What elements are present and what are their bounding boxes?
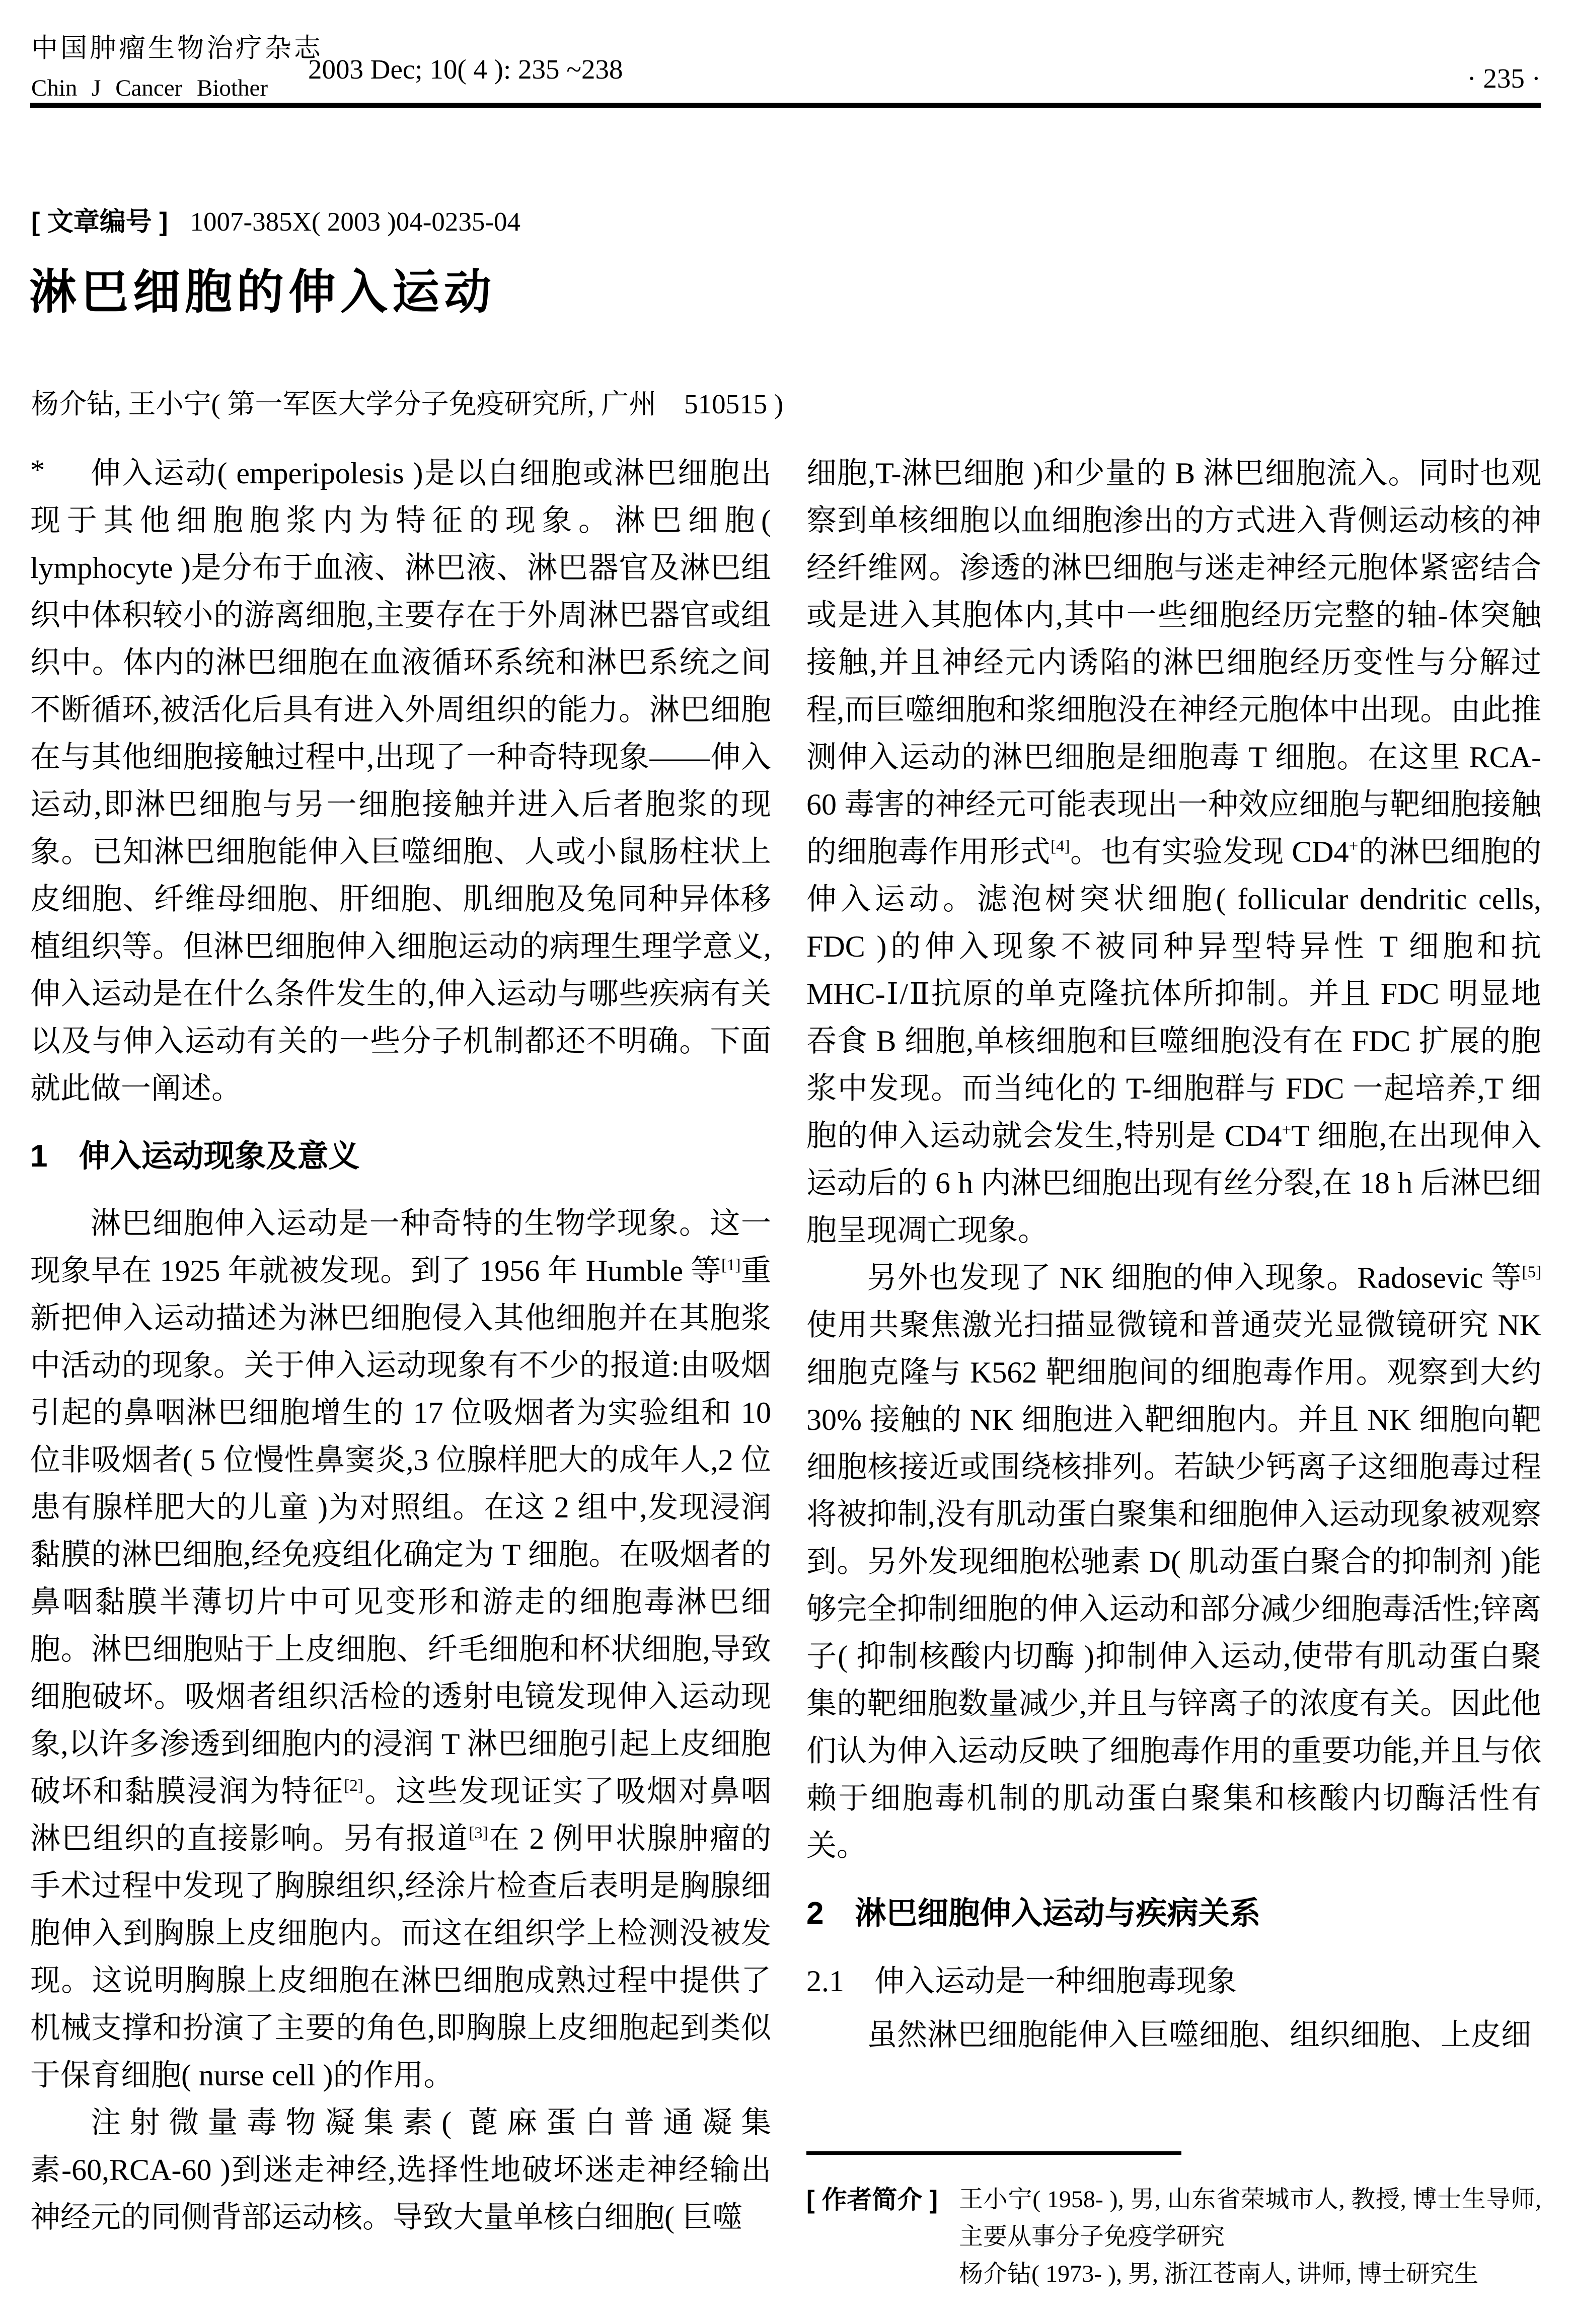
- text-run: 。这些发现证实了吸烟对鼻咽淋巴组织的直接影响。另有报道: [30, 1775, 771, 1855]
- text-run: 另外也发现了 NK 细胞的伸入现象。Radosevic 等: [867, 1261, 1522, 1294]
- text-run: 重新把伸入运动描述为淋巴细胞侵入其他细胞并在其胞浆中活动的现象。关于伸入运动现象有不少的报道:由吸烟引起的鼻咽淋巴细胞增生的 17 位吸烟者为实验组和 10 位非吸烟者( 5 位慢性鼻窦炎,3 位腺样肥大的成年人,2 位患有腺样肥大的儿童 )为对照组。在这 2 组中,发现浸润黏膜的淋巴细胞,经免疫组化确定为 T 细胞。在吸烟者的鼻咽黏膜半薄切片中可见变形和游走的细胞毒淋巴细胞。淋巴细胞贴于上皮细胞、纤毛细胞和杯状细胞,导致细胞破坏。吸烟者组织活检的透射电镜发现伸入运动现象,以许多渗透到细胞内的浸润 T 淋巴细胞引起上皮细胞破坏和黏膜浸润为特征: [30, 1254, 771, 1808]
- superscript-plus: +: [1349, 837, 1359, 855]
- left-column: [30, 450, 771, 2296]
- subsection-2-1-heading: 2.1 伸入运动是一种细胞毒现象: [806, 1965, 1237, 1998]
- header-divider: [30, 103, 1541, 108]
- journal-name-cn: 中国肿瘤生物治疗杂志: [31, 34, 323, 63]
- article-id-label: [ 文章编号 ]: [31, 207, 168, 237]
- text-run: 使用共聚焦激光扫描显微镜和普通荧光显微镜研究 NK 细胞克隆与 K562 靶细胞间的细胞毒作用。观察到大约 30% 接触的 NK 细胞进入靶细胞内。并且 NK 细胞向靶细胞核接近或围绕核排列。若缺少钙离子这细胞毒过程将被抑制,没有肌动蛋白聚集和细胞伸入运动现象被观察到。另外发现细胞松驰素 D( 肌动蛋白聚合的抑制剂 )能够完全抑制细胞的伸入运动和部分减少细胞毒活性;锌离子( 抑制核酸内切酶 )抑制伸入运动,使带有肌动蛋白聚集的靶细胞数量减少,并且与锌离子的浓度有关。因此他们认为伸入运动反映了细胞毒作用的重要功能,并且与依赖于细胞毒机制的肌动蛋白聚集和核酸内切酶活性有关。: [806, 1309, 1541, 1862]
- footnote-divider: [806, 2151, 1181, 2155]
- text-run: 。也有实验发现 CD4: [1070, 835, 1349, 868]
- section1-paragraph-1: [30, 1200, 771, 2099]
- text-run: 的淋巴细胞的伸入运动。滤泡树突状细胞( follicular dendritic cells, FDC )的伸入现象不被同种异型特异性 T 细胞和抗 MHC-Ⅰ/Ⅱ抗原的单克隆抗体所抑制。并且 FDC 明显地吞食 B 细胞,单核细胞和巨噬细胞没有在 FDC 扩展的胞浆中发现。而当纯化的 T-细胞群与 FDC 一起培养,T 细胞的伸入运动就会发生,特别是 CD4: [806, 835, 1541, 1152]
- footnote-entry: 王小宁( 1958- ), 男, 山东省荣城市人, 教授, 博士生导师, 主要从事分子免疫学研究: [959, 2186, 1541, 2250]
- footnote-row: [806, 2181, 1541, 2293]
- issue-info: 2003 Dec; 10( 4 ): 235 ~238: [308, 54, 623, 85]
- journal-name-en: Chin J Cancer Biother: [31, 75, 268, 101]
- citation-ref-3: [3]: [469, 1824, 488, 1842]
- page-title: 淋巴细胞的伸入运动: [29, 265, 496, 318]
- page-number: · 235 ·: [1467, 63, 1541, 94]
- text-run: 淋巴细胞伸入运动是一种奇特的生物学现象。这一现象早在 1925 年就被发现。到了 1956 年 Humble 等: [30, 1207, 771, 1287]
- footnote-entry: 杨介钻( 1973- ), 男, 浙江苍南人, 讲师, 博士研究生: [959, 2261, 1479, 2287]
- text-run: T 细胞,在出现伸入运动后的 6 h 内淋巴细胞出现有丝分裂,在 18 h 后淋巴细胞呈现凋亡现象。: [806, 1119, 1541, 1247]
- section2-paragraph-1: 虽然淋巴细胞能伸入巨噬细胞、组织细胞、上皮细: [867, 2018, 1531, 2052]
- text-run: 在 2 例甲状腺肿瘤的手术过程中发现了胸腺组织,经涂片检查后表明是胸腺细胞伸入到胸腺上皮细胞内。而这在组织学上检测没被发现。这说明胸腺上皮细胞在淋巴细胞成熟过程中提供了机械支撑和扮演了主要的角色,即胸腺上皮细胞起到类似于保育细胞( nurse cell )的作用。: [30, 1822, 771, 2092]
- intro-paragraph: [30, 450, 771, 1112]
- section-2-heading: 2 淋巴细胞伸入运动与疾病关系: [806, 1896, 1261, 1931]
- text-run: 细胞,T-淋巴细胞 )和少量的 B 淋巴细胞流入。同时也观察到单核细胞以血细胞渗出的方式进入背侧运动核的神经纤维网。渗透的淋巴细胞与迷走神经元胞体紧密结合或是进入其胞体内,其中一些细胞经历完整的轴-体突触接触,并且神经元内诱陷的淋巴细胞经历变性与分解过程,而巨噬细胞和浆细胞没在神经元胞体中出现。由此推测伸入运动的淋巴细胞是细胞毒 T 细胞。在这里 RCA-60 毒害的神经元可能表现出一种效应细胞与靶细胞接触的细胞毒作用形式: [806, 457, 1541, 868]
- citation-ref-2: [2]: [344, 1777, 363, 1795]
- citation-ref-5: [5]: [1522, 1263, 1541, 1281]
- article-id-row: [31, 200, 520, 238]
- right-column: [806, 450, 1541, 2296]
- citation-ref-1: [1]: [721, 1256, 741, 1274]
- continuation-paragraph: [806, 450, 1541, 1254]
- section-1-heading: 1 伸入运动现象及意义: [30, 1139, 360, 1174]
- nk-cell-paragraph: [806, 1254, 1541, 1869]
- superscript-plus: +: [1282, 1121, 1292, 1139]
- footnote-marker: *: [30, 454, 45, 486]
- citation-ref-4: [4]: [1051, 837, 1070, 855]
- intro-text: 伸入运动( emperipolesis )是以白细胞或淋巴细胞出现于其他细胞胞浆内为特征的现象。淋巴细胞( lymphocyte )是分布于血液、淋巴液、淋巴器官及淋巴组织中体积较小的游离细胞,主要存在于外周淋巴器官或组织中。体内的淋巴细胞在血液循环系统和淋巴系统之间不断循环,被活化后具有进入外周组织的能力。淋巴细胞在与其他细胞接触过程中,出现了一种奇特现象——伸入运动,即淋巴细胞与另一细胞接触并进入后者胞浆的现象。已知淋巴细胞能伸入巨噬细胞、人或小鼠肠柱状上皮细胞、纤维母细胞、肝细胞、肌细胞及兔同种异体移植组织等。但淋巴细胞伸入细胞运动的病理生理学意义,伸入运动是在什么条件发生的,伸入运动与哪些疾病有关以及与伸入运动有关的一些分子机制都还不明确。下面就此做一阐述。: [30, 457, 771, 1105]
- author-line: 杨介钻, 王小宁( 第一军医大学分子免疫研究所, 广州 510515 ): [31, 389, 784, 419]
- footnote-label: [ 作者简介 ]: [806, 2186, 938, 2214]
- journal-masthead: [31, 28, 323, 108]
- article-id-value: 1007-385X( 2003 )04-0235-04: [190, 207, 521, 237]
- author-footnote: [806, 2151, 1541, 2293]
- footnote-entries: [959, 2181, 1541, 2293]
- section1-paragraph-2: 注射微量毒物凝集素( 蓖麻蛋白普通凝集素-60,RCA-60 )到迷走神经,选择性地破坏迷走神经输出神经元的同侧背部运动核。导致大量单核白细胞( 巨噬: [30, 2106, 771, 2234]
